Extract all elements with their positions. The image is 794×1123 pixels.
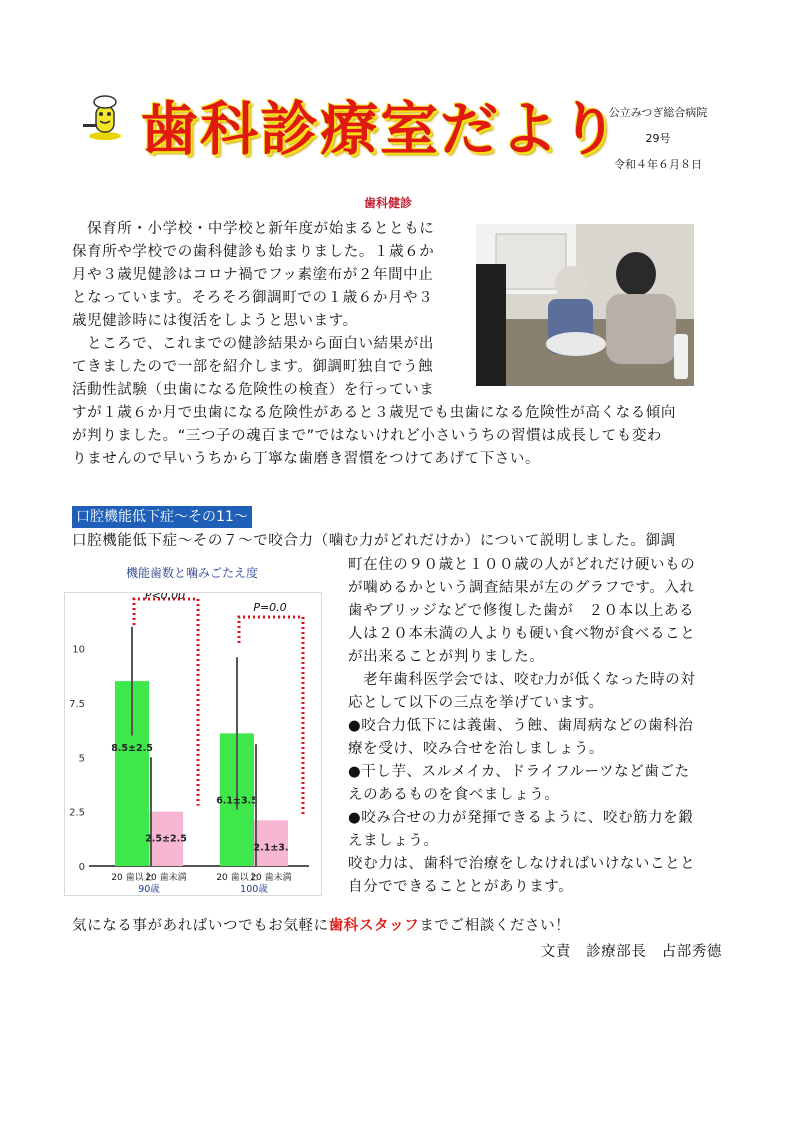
checkup-paragraph <box>72 218 472 402</box>
text-line: ●咬合力低下には義歯、う蝕、歯周病などの歯科治 <box>348 718 694 734</box>
text-line: 保育所・小学校・中学校と新年度が始まるとともに <box>72 221 435 237</box>
text-line: ●咬み合せの力が発揮できるように、咬む筋力を鍛 <box>348 810 694 826</box>
section-heading-checkup: 歯科健診 <box>364 196 413 210</box>
chart-panel <box>64 592 322 896</box>
text-line: 自分でできることとがあります。 <box>348 879 574 895</box>
oral-first-line: 口腔機能低下症～その７～で咬合力（噛む力がどれだけか）について説明しました。御調 <box>72 533 676 549</box>
category-label: 20 歯以上 <box>111 873 153 883</box>
category-label: 20 歯未満 <box>250 873 292 883</box>
group-label: 90歳 <box>138 884 160 895</box>
text-line: 咬む力は、歯科で治療をしなければいけないことと <box>348 856 696 872</box>
y-tick-label: 5 <box>78 753 85 765</box>
text-line: えましょう。 <box>348 833 439 849</box>
pvalue-label: P=0.0 <box>253 601 287 614</box>
text-line: 月や３歳児健診はコロナ禍でフッ素塗布が２年間中止 <box>72 267 434 283</box>
signature: 文責 診療部長 占部秀德 <box>540 944 722 960</box>
group-label: 100歳 <box>240 884 268 895</box>
text-line: てきましたので一部を紹介します。御調町独自でう蝕 <box>72 359 434 375</box>
closing-post: までご相談ください！ <box>419 918 571 934</box>
y-tick-label: 0 <box>78 862 85 873</box>
text-line: すが１歳６か月で虫歯になる危険性があると３歳児でも虫歯になる危険性が高くなる傾向 <box>72 405 676 421</box>
text-line: ●干し芋、スルメイカ、ドライフルーツなど歯ごた <box>348 764 690 780</box>
page-title: 歯科診療室だより <box>140 95 621 163</box>
text-line: 人は２０本未満の人よりも硬い食べ物が食べること <box>348 626 696 642</box>
pvalue-label: P<0.00 <box>144 593 186 602</box>
checkup-photo <box>476 224 694 386</box>
data-label: 6.1±3.5 <box>216 795 258 807</box>
text-line: 町在住の９０歳と１００歳の人がどれだけ硬いもの <box>348 557 696 573</box>
issue-number: 29号 <box>645 132 671 145</box>
text-line: 歳児健診時には復活をしようと思います。 <box>72 313 358 329</box>
text-line: 療を受け、咬み合せを治しましょう。 <box>348 741 605 757</box>
issuer-block <box>598 100 718 178</box>
data-label: 2.5±2.5 <box>145 833 187 845</box>
text-line: が判りました。“三つ子の魂百まで”ではないけれど小さいうちの習慣は成長しても変わ <box>72 428 663 444</box>
text-line: 保育所や学校での歯科健診も始まりました。１歳６か <box>72 244 435 260</box>
data-label: 2.1±3. <box>253 842 289 854</box>
text-line: えのあるものを食べましょう。 <box>348 787 560 803</box>
data-label: 8.5±2.5 <box>111 743 153 755</box>
category-label: 20 歯以上 <box>216 873 258 883</box>
category-label: 20 歯未満 <box>145 873 187 883</box>
closing-highlight: 歯科スタッフ <box>328 918 420 934</box>
text-line: が出来ることが判りました。 <box>348 649 545 665</box>
closing-pre: 気になる事があればいつでもお気軽に <box>72 918 329 934</box>
oral-paragraph <box>348 554 728 899</box>
text-line: 歯やブリッジなどで修復した歯が ２０本以上ある <box>348 603 695 619</box>
section-heading-oral-function: 口腔機能低下症～その11～ <box>72 506 252 528</box>
text-line: 応として以下の三点を挙げています。 <box>348 695 604 711</box>
checkup-paragraph-cont <box>72 402 732 471</box>
closing-line <box>72 914 570 935</box>
y-tick-label: 10 <box>72 644 85 656</box>
bar-chart <box>65 593 321 895</box>
y-tick-label: 2.5 <box>69 807 85 819</box>
text-line: 老年歯科医学会では、咬む力が低くなった時の対 <box>348 672 696 688</box>
text-line: 活動性試験（虫歯になる危険性の検査）を行っていま <box>72 382 435 398</box>
issue-date: 令和４年６月８日 <box>614 158 702 171</box>
mascot-toothbrush-icon <box>80 94 130 142</box>
text-line: りませんので早いうちから丁寧な歯磨き習慣をつけてあげて下さい。 <box>72 451 541 467</box>
y-tick-label: 7.5 <box>69 698 85 710</box>
text-line: となっています。そろそろ御調町での１歳６か月や３ <box>72 290 434 306</box>
text-line: が噛めるかという調査結果が左のグラフです。入れ <box>348 580 695 596</box>
hospital-name: 公立みつぎ総合病院 <box>608 106 708 119</box>
text-line: ところで、これまでの健診結果から面白い結果が出 <box>72 336 434 352</box>
chart-title: 機能歯数と噛みごたえ度 <box>125 566 258 580</box>
